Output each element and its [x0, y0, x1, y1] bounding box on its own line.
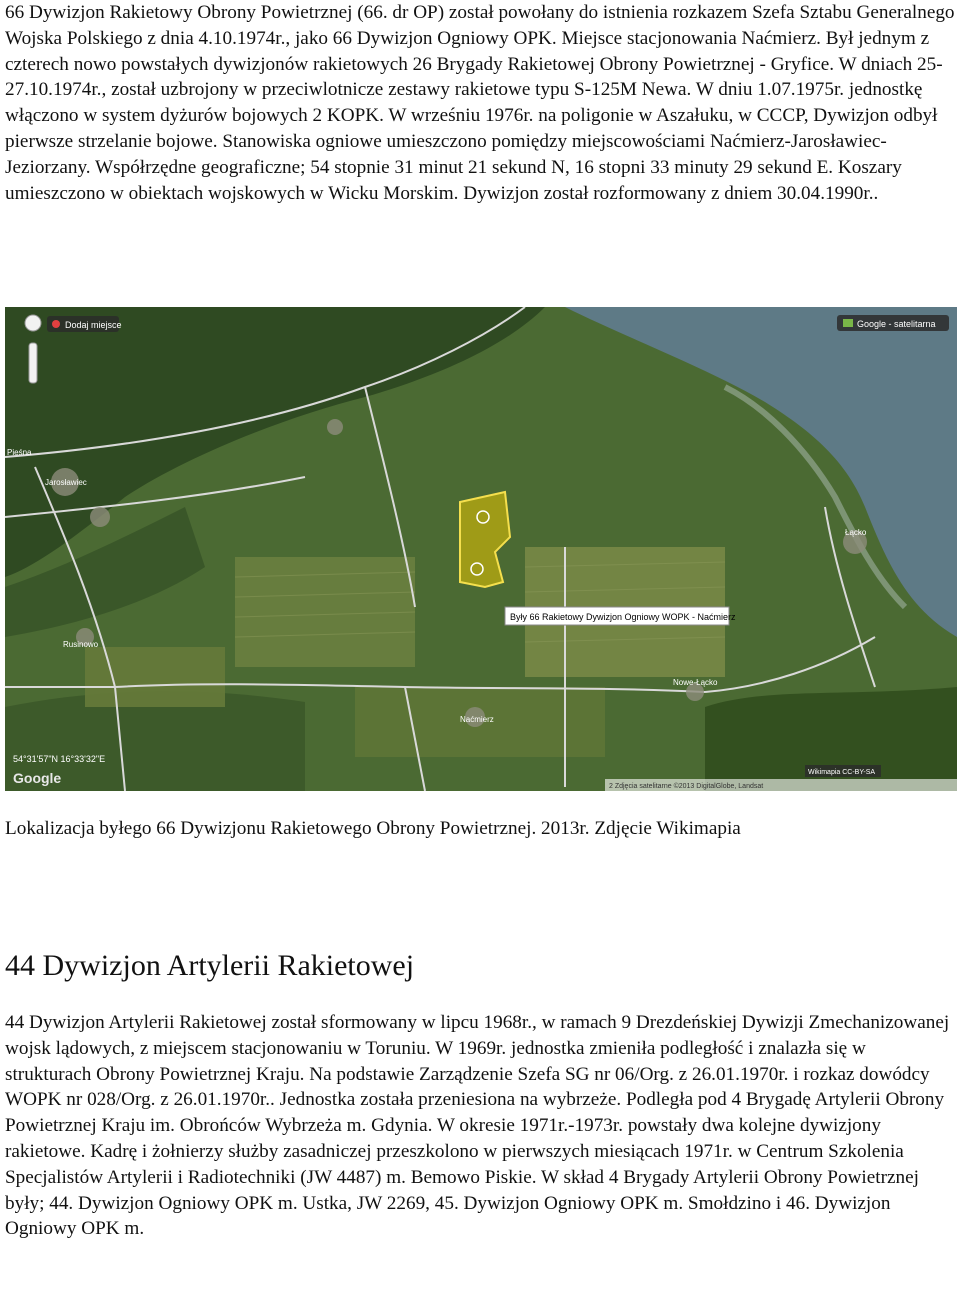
add-place-label[interactable]: Dodaj miejsce [65, 320, 122, 330]
map-canvas[interactable] [5, 307, 957, 791]
placemark-label[interactable]: Były 66 Rakietowy Dywizjon Ogniowy WOPK - Naćmierz [510, 612, 736, 622]
satellite-map[interactable] [5, 307, 957, 791]
google-logo: Google [13, 770, 62, 786]
intro-paragraph: 66 Dywizjon Rakietowy Obrony Powietrznej (66. dr OP) został powołany do istnienia rozkazem Szefa Sztabu Generalnego Wojska Polskiego z dnia 4.10.1974r., jako 66 Dywizjon Ogniowy OPK. Miejsce stacjonowania Naćmierz. Był jednym z czterech nowo powstałych dywizjonów rakietowych 26 Brygady Rakietowej Obrony Powietrznej - Gryfice. W dniach 25-27.10.1974r., został uzbrojony w przeciwlotnicze zestawy rakietowe typu S-125M Newa. W dniu 1.07.1975r. jednostkę włączono w system dyżurów bojowych 2 KOPK. W wrześniu 1976r. na poligonie w Aszałuku, w CCCP, Dywizjon odbył pierwsze strzelanie bojowe. Stanowiska ogniowe umieszczono pomiędzy miejscowościami Naćmierz-Jarosławiec-Jeziorzany. Współrzędne geograficzne; 54 stopnie 31 minut 21 sekund N, 16 stopni 33 minuty 29 sekund E. Koszary umieszczono w obiektach wojskowych w Wicku Morskim. Dywizjon został rozformowany z dniem 30.04.1990r.. [5, 2, 955, 204]
town-label-piesna: Pieśna [7, 448, 32, 457]
license-label[interactable]: Wikimapia CC-BY-SA [808, 769, 876, 776]
coordinates-readout: 54°31'57"N 16°33'32"E [13, 754, 106, 764]
town-label-jaroslawiec: Jarosławiec [45, 478, 87, 487]
section-heading: 44 Dywizjon Artylerii Rakietowej [5, 949, 415, 982]
map-type-label[interactable]: Google - satelitarna [857, 319, 936, 329]
map-caption: Lokalizacja byłego 66 Dywizjonu Rakietowego Obrony Powietrznej. 2013r. Zdjęcie Wikimapia [5, 818, 741, 839]
section-paragraph: 44 Dywizjon Artylerii Rakietowej został sformowany w lipcu 1968r., w ramach 9 Drezdeńskiej Dywizji Zmechanizowanej wojsk lądowych, z miejscem stacjonowaniu w Toruniu. W 1969r. jednostka zmieniła podległość i znalazła się w strukturach Obrony Powietrznej Kraju. Na podstawie Zarządzenie Szefa SG nr 06/Org. z 26.01.1970r. i rozkaz dowódcy WOPK nr 028/Org. z 26.01.1970r.. Jednostka została przeniesiona na wybrzeże. Podległa pod 4 Brygadę Artylerii Obrony Powietrznej Kraju im. Obrońców Wybrzeża m. Gdynia. W okresie 1971r.-1973r. powstały dwa kolejne dywizjony rakietowe. Kadrę i żołnierzy służby zasadniczej przeszkolono w pierwszych miesiącach 1971r. w Centrum Szkolenia Specjalistów Artylerii i Radiotechniki (JW 4487) m. Bemowo Piskie. W skład 4 Brygady Artylerii Obrony Powietrznej były; 44. Dywizjon Ogniowy OPK m. Ustka, JW 2269, 45. Dywizjon Ogniowy OPK m. Smołdzino i 46. Dywizjon Ogniowy OPK m. [5, 1012, 950, 1240]
town-label-rusinowo: Rusinowo [63, 640, 99, 649]
town-label-nowe-lacko: Nowe-Łącko [673, 678, 718, 687]
town-label-nacmierz: Naćmierz [460, 715, 494, 724]
add-place-icon [52, 320, 60, 328]
town-label-lacko: Łącko [845, 528, 867, 537]
attribution-label: 2 Zdjęcia satelitarne ©2013 DigitalGlobe, Landsat [609, 783, 764, 790]
